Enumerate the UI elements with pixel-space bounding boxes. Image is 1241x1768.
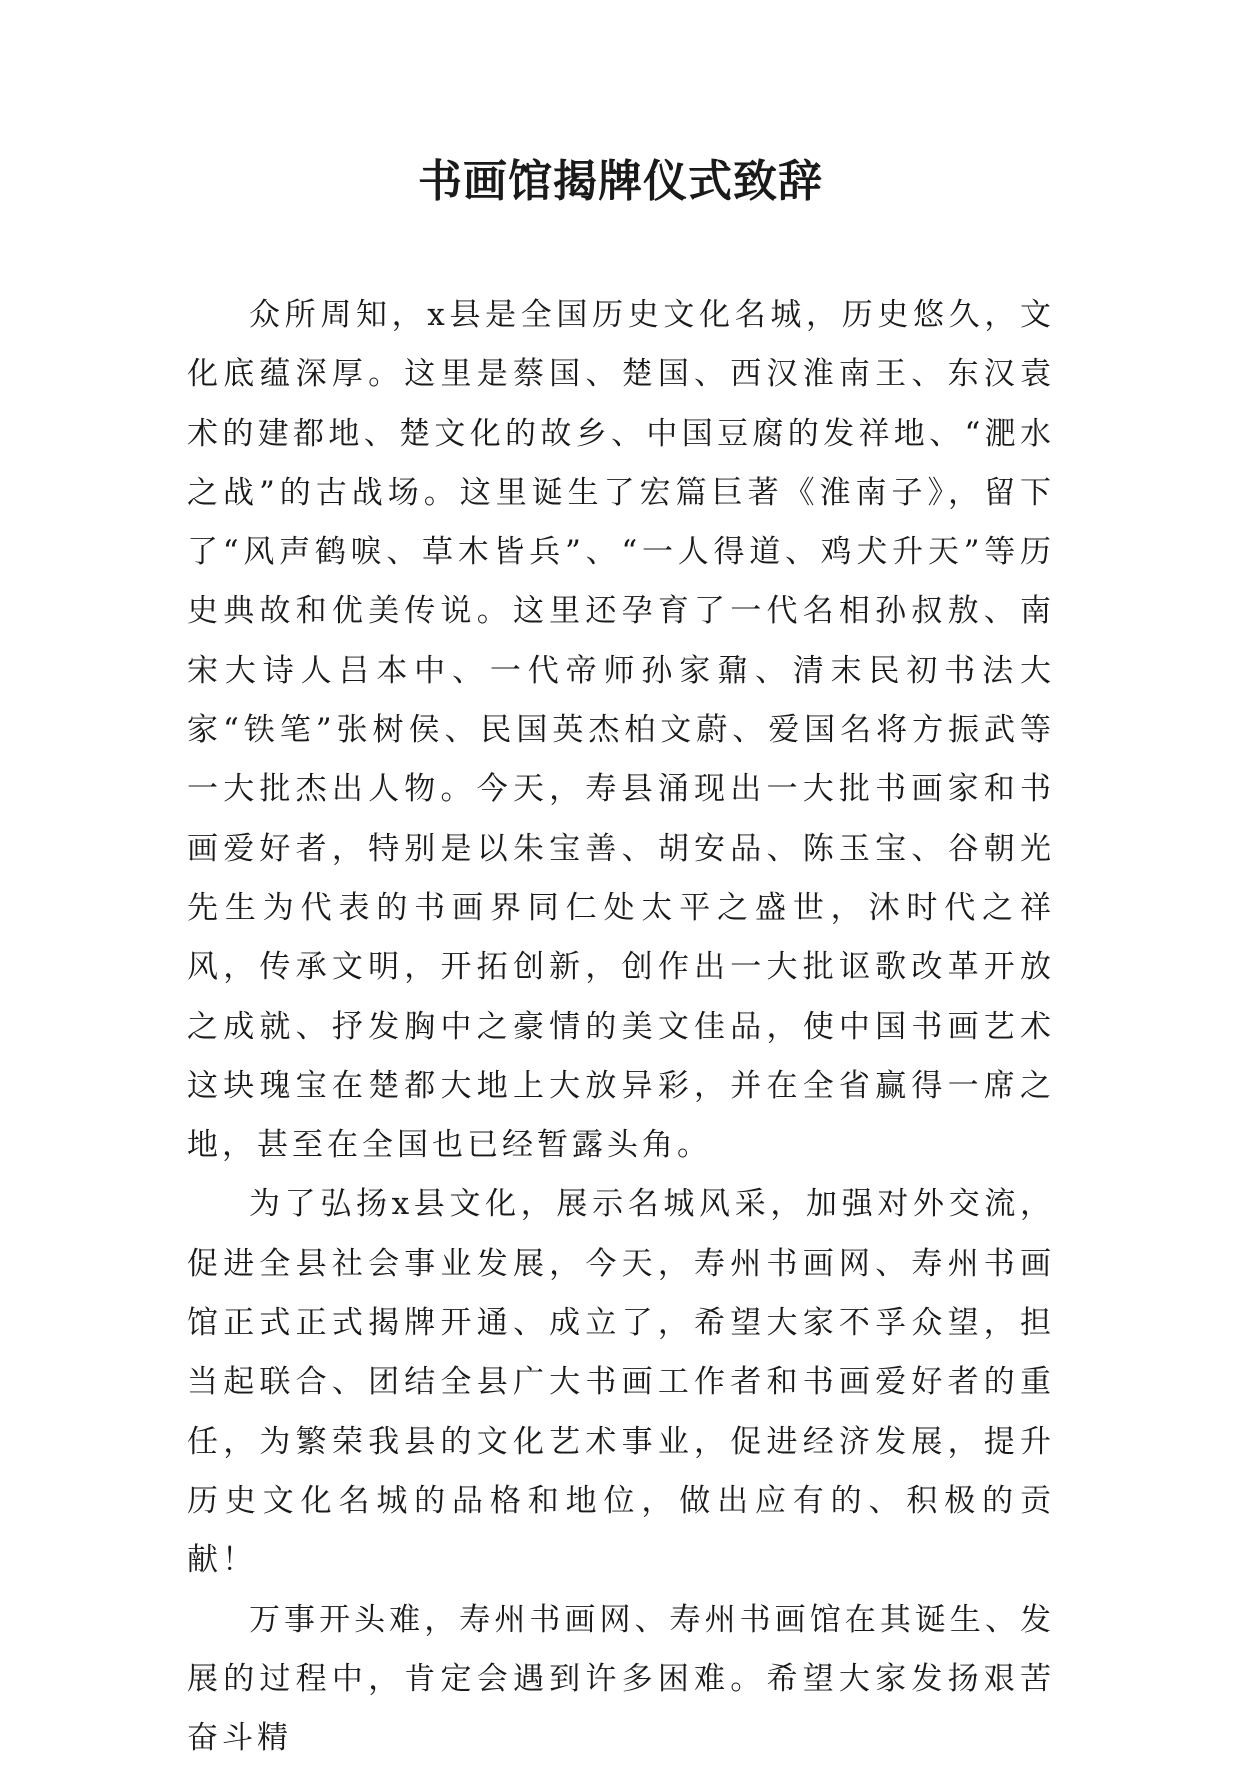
document-body <box>187 286 1055 1768</box>
paragraph: 为了弘扬x县文化，展示名城风采，加强对外交流，促进全县社会事业发展，今天，寿州书画网、寿州书画馆正式正式揭牌开通、成立了，希望大家不孚众望，担当起联合、团结全县广大书画工作者和书画爱好者的重任，为繁荣我县的文化艺术事业，促进经济发展，提升历史文化名城的品格和地位，做出应有的、积极的贡献！ <box>187 1186 1055 1579</box>
paragraph: 众所周知，x县是全国历史文化名城，历史悠久，文化底蕴深厚。这里是蔡国、楚国、西汉淮南王、东汉袁术的建都地、楚文化的故乡、中国豆腐的发祥地、“淝水之战”的古战场。这里诞生了宏篇巨著《淮南子》，留下了“风声鹤唳、草木皆兵”、“一人得道、鸡犬升天”等历史典故和优美传说。这里还孕育了一代名相孙叔敖、南宋大诗人吕本中、一代帝师孙家鼐、清末民初书法大家“铁笔”张树侯、民国英杰柏文蔚、爱国名将方振武等一大批杰出人物。今天，寿县涌现出一大批书画家和书画爱好者，特别是以朱宝善、胡安品、陈玉宝、谷朝光先生为代表的书画界同仁处太平之盛世，沐时代之祥风，传承文明，开拓创新，创作出一大批讴歌改革开放之成就、抒发胸中之豪情的美文佳品，使中国书画艺术这块瑰宝在楚都大地上大放异彩，并在全省赢得一席之地，甚至在全国也已经暂露头角。 <box>187 297 1055 1164</box>
document-title: 书画馆揭牌仪式致辞 <box>418 156 823 207</box>
paragraph: 万事开头难，寿州书画网、寿州书画馆在其诞生、发展的过程中，肯定会遇到许多困难。希望大家发扬艰苦奋斗精 <box>187 1601 1055 1757</box>
